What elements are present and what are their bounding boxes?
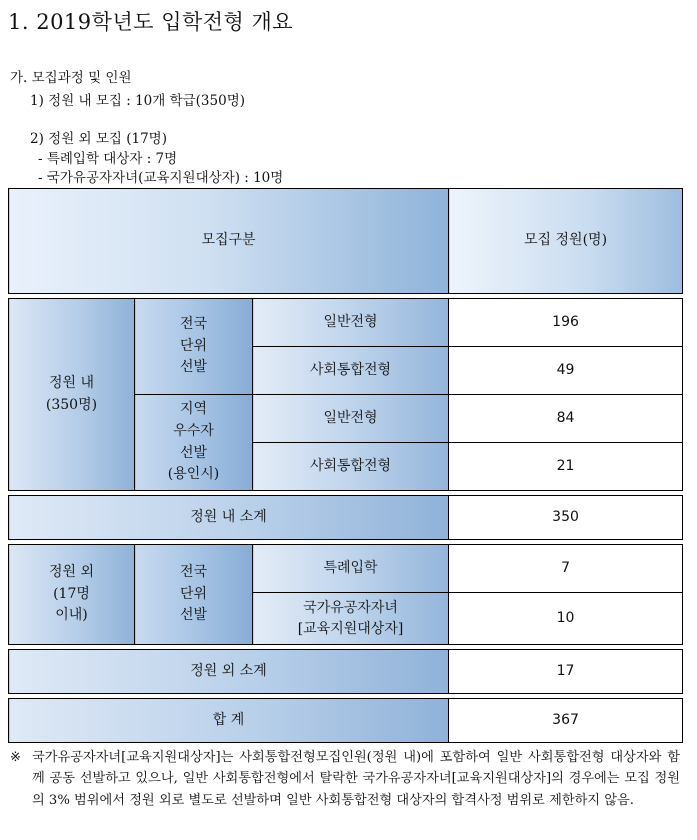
quota-value: 21 xyxy=(449,443,683,491)
quota-value: 49 xyxy=(449,347,683,395)
special-admission-line: - 특례입학 대상자 : 7명 xyxy=(38,151,178,167)
quota-value: 7 xyxy=(449,545,683,593)
admission-type: 사회통합전형 xyxy=(253,443,449,491)
outer-subtotal-label: 정원 외 소계 xyxy=(9,650,449,694)
admission-type: 국가유공자자녀 [교육지원대상자] xyxy=(253,593,449,645)
quota-value: 84 xyxy=(449,395,683,443)
inner-quota-line: 1) 정원 내 모집 : 10개 학급(350명) xyxy=(30,93,245,109)
footnote xyxy=(10,747,680,811)
admission-type: 일반전형 xyxy=(253,299,449,347)
quota-value: 10 xyxy=(449,593,683,645)
note-mark: ※ xyxy=(10,750,22,765)
note-text: 국가유공자자녀[교육지원대상자]는 사회통합전형모집인원(정원 내)에 포함하여 일반 사회통합전형 대상자와 함께 공동 선발하고 있으나, 일반 사회통합전형에서 탈락한 국가유공자자녀[교육지원대상자]의 경우에는 모집 정원의 3% 범위에서 정원 외로 별도로 선발하며 일반 사회통합전형 대상자의 합격사정 범위로 제한하지 않음. xyxy=(32,750,680,808)
inner-subtotal-label: 정원 내 소계 xyxy=(9,496,449,540)
total-value: 367 xyxy=(449,699,683,743)
regional-selection-label: 지역 우수자 선발 (용인시) xyxy=(135,395,253,491)
page-title: 1. 2019학년도 입학전형 개요 xyxy=(8,10,294,34)
outer-national-selection-label: 전국 단위 선발 xyxy=(135,545,253,645)
admission-type: 사회통합전형 xyxy=(253,347,449,395)
national-selection-label: 전국 단위 선발 xyxy=(135,299,253,395)
section-heading: 가. 모집과정 및 인원 xyxy=(10,70,132,86)
header-category: 모집구분 xyxy=(9,189,449,294)
quota-value: 196 xyxy=(449,299,683,347)
inner-quota-label: 정원 내 (350명) xyxy=(9,299,135,491)
admission-quota-table xyxy=(8,188,683,743)
header-quota: 모집 정원(명) xyxy=(449,189,683,294)
total-label: 합 계 xyxy=(9,699,449,743)
veteran-children-line: - 국가유공자자녀(교육지원대상자) : 10명 xyxy=(38,170,284,186)
outer-quota-label: 정원 외 (17명 이내) xyxy=(9,545,135,645)
admission-type: 특례입학 xyxy=(253,545,449,593)
admission-type: 일반전형 xyxy=(253,395,449,443)
inner-subtotal-value: 350 xyxy=(449,496,683,540)
outer-subtotal-value: 17 xyxy=(449,650,683,694)
outer-quota-line: 2) 정원 외 모집 (17명) xyxy=(30,131,167,147)
